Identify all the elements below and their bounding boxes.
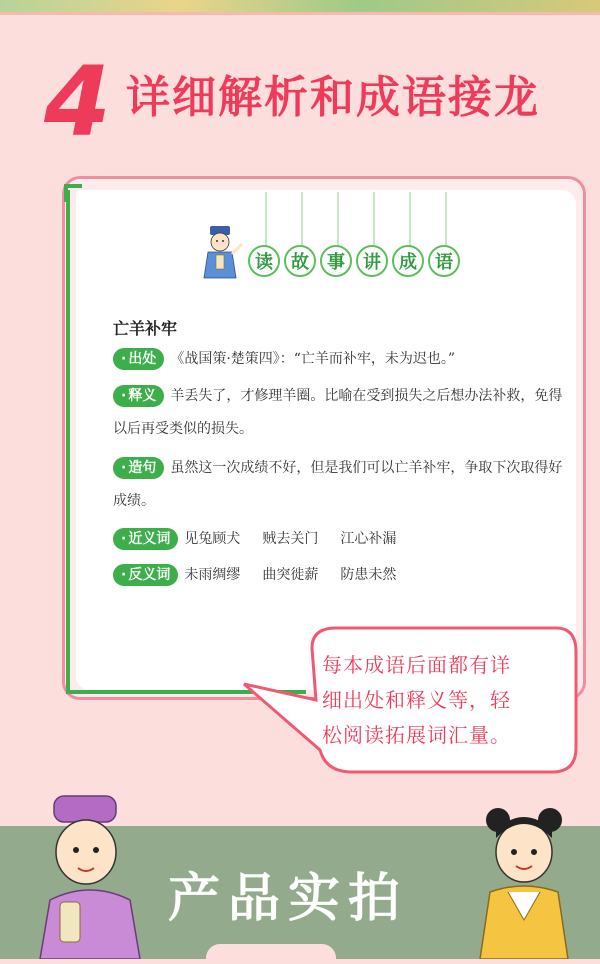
antonym-item: 曲突徙薪	[262, 567, 319, 583]
synonym-item: 江心补漏	[340, 531, 397, 547]
idiom-title: 亡羊补牢	[113, 319, 178, 338]
entry-meaning	[113, 380, 564, 446]
scholar-character-icon	[196, 222, 246, 284]
bubble-line: 细出处和释义等，轻	[322, 688, 511, 712]
banner-char: 读	[248, 245, 280, 277]
antonym-item: 未雨绸缪	[184, 567, 241, 583]
banner-char: 事	[320, 245, 352, 277]
entry-source	[113, 343, 564, 376]
hanging-strings	[0, 0, 600, 260]
synonym-item: 见兔顾犬	[184, 531, 241, 547]
entry-tag: · 造句	[113, 457, 164, 479]
synonym-item: 贼去关门	[262, 531, 319, 547]
entry-synonyms	[113, 523, 564, 556]
entry-text: 《战国策·楚策四》：“亡羊而补牢，未为迟也。”	[170, 351, 456, 367]
entry-text: 羊丢失了，才修理羊圈。比喻在受到损失之后想办法补救，免得以后再受类似的损失。	[113, 388, 563, 437]
section-title: 详细解析和成语接龙	[126, 72, 540, 123]
antonym-item: 防患未然	[340, 567, 397, 583]
banner-char: 故	[284, 245, 316, 277]
footer-pink-tab	[206, 944, 336, 964]
banner-char: 语	[428, 245, 460, 277]
footer-label: 产品实拍	[168, 869, 409, 929]
entry-antonyms	[113, 559, 564, 592]
antonym-tag: · 反义词	[113, 564, 178, 586]
entry-tag: · 出处	[113, 348, 164, 370]
scholar-boy-illustration	[30, 790, 150, 959]
entry-example	[113, 452, 564, 518]
read-story-banner	[248, 245, 460, 281]
entry-tag: · 释义	[113, 385, 164, 407]
banner-char: 成	[392, 245, 424, 277]
synonym-tag: · 近义词	[113, 528, 178, 550]
bubble-text	[322, 648, 562, 753]
entry-text: 虽然这一次成绩不好，但是我们可以亡羊补牢，争取下次取得好成绩。	[113, 460, 563, 509]
bubble-line: 每本成语后面都有详	[322, 653, 511, 677]
section-number: 4	[44, 46, 111, 158]
banner-char: 讲	[356, 245, 388, 277]
card-green-border	[66, 190, 70, 692]
bubble-line: 松阅读拓展词汇量。	[322, 723, 511, 747]
girl-illustration	[468, 800, 578, 959]
